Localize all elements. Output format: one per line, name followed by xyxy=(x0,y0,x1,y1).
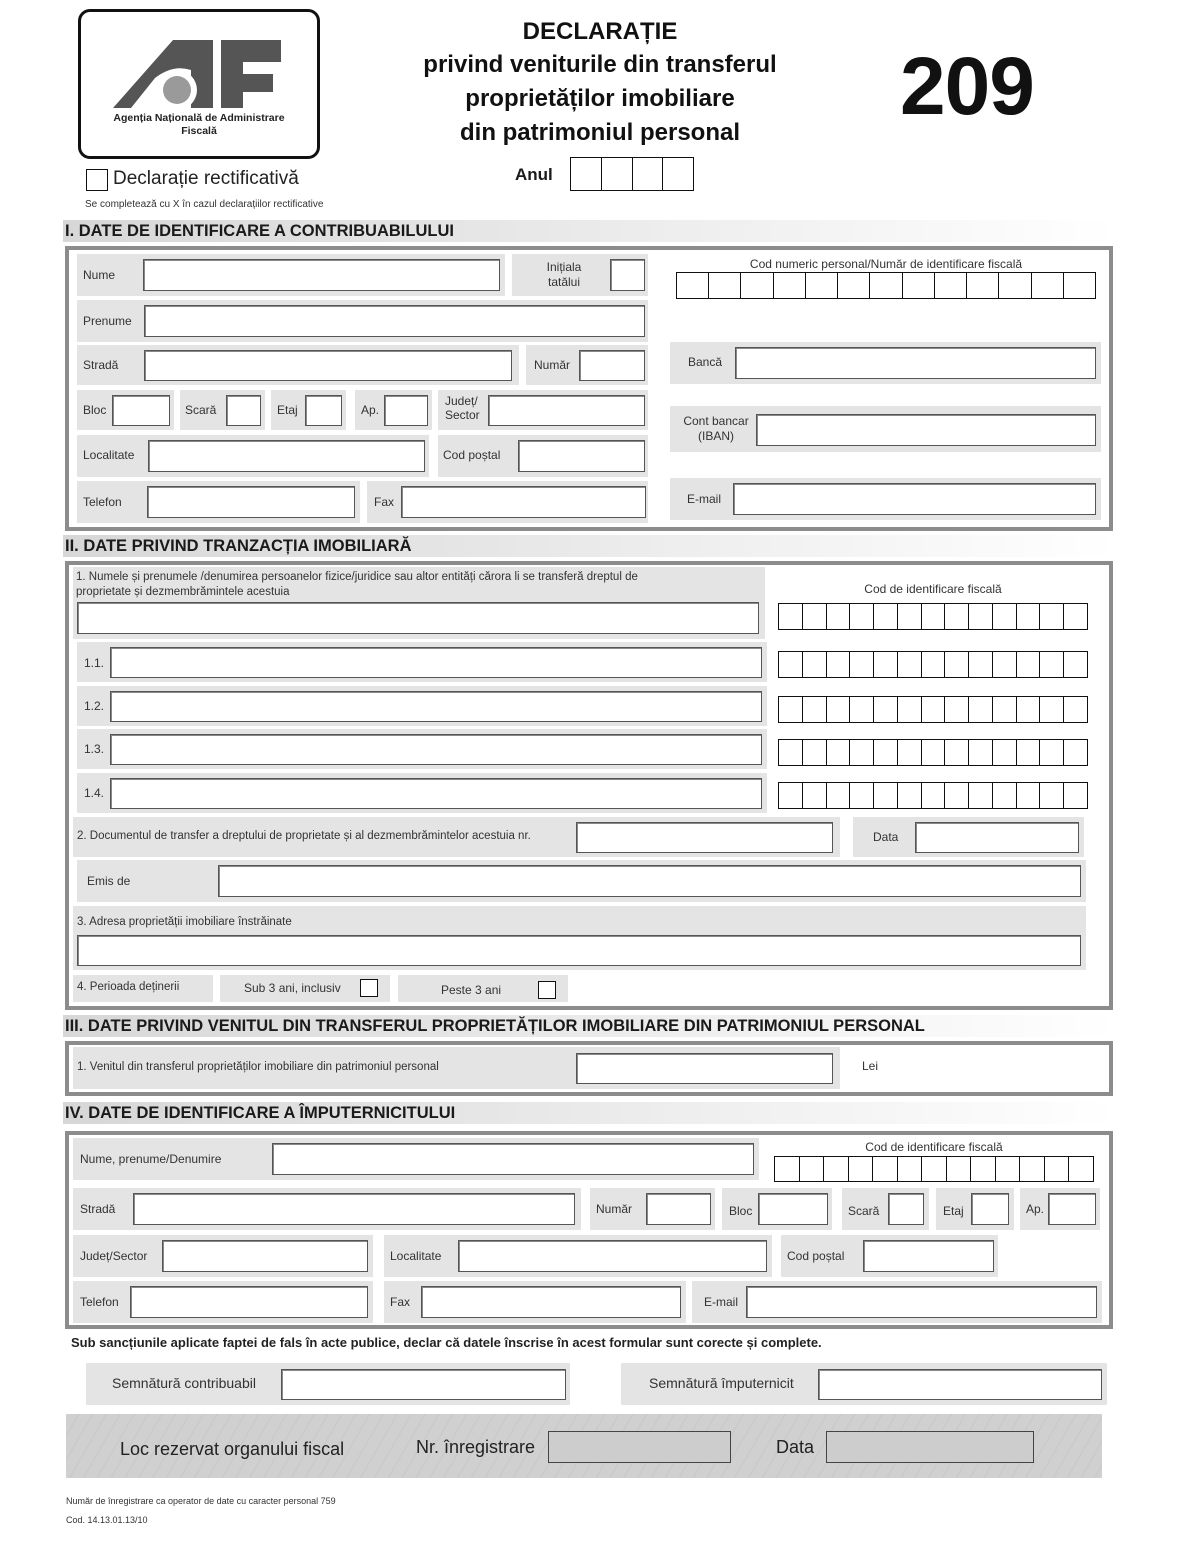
section2-heading: II. DATE PRIVIND TRANZACȚIA IMOBILIARĂ xyxy=(63,535,1115,557)
sign-imput-input[interactable] xyxy=(818,1369,1102,1400)
section4-heading: IV. DATE DE IDENTIFICARE A ÎMPUTERNICITULUI xyxy=(63,1102,1115,1124)
item1-2-label: 1.2. xyxy=(84,699,105,713)
imp-cod-postal-label: Cod poștal xyxy=(787,1249,845,1263)
initiala-input[interactable] xyxy=(610,259,645,291)
sign-contrib-input[interactable] xyxy=(281,1369,566,1400)
item2-input[interactable] xyxy=(576,822,833,853)
nume-input[interactable] xyxy=(143,259,500,291)
imp-fax-label: Fax xyxy=(390,1295,411,1309)
emis-de-label: Emis de xyxy=(87,874,131,888)
logo-caption: Agenția Națională de Administrare Fiscală xyxy=(113,112,285,137)
imp-cif-label: Cod de identificare fiscală xyxy=(865,1140,1003,1154)
item3-label: 3. Adresa proprietății imobiliare înstrăinate xyxy=(77,916,292,928)
imp-scara-input[interactable] xyxy=(888,1193,924,1225)
cod-postal-input[interactable] xyxy=(518,440,645,472)
item1-3-label: 1.3. xyxy=(84,742,105,756)
item4-label: 4. Perioada deținerii xyxy=(77,981,180,993)
cnp-input[interactable] xyxy=(676,272,1096,299)
strada-input[interactable] xyxy=(144,350,512,381)
imp-etaj-input[interactable] xyxy=(971,1193,1009,1225)
form-code: Cod. 14.13.01.13/10 xyxy=(66,1515,148,1525)
numar-input[interactable] xyxy=(579,350,645,381)
item1-1-input[interactable] xyxy=(110,647,762,678)
rectificativa-label: Declarație rectificativă xyxy=(113,168,299,189)
cod-postal-label: Cod poștal xyxy=(443,448,501,462)
venit-input[interactable] xyxy=(576,1053,833,1084)
item3-input[interactable] xyxy=(77,935,1081,966)
peste3-label: Peste 3 ani xyxy=(441,983,502,997)
item1-4-cif-input[interactable] xyxy=(778,782,1088,809)
imp-judet-label: Județ/Sector xyxy=(80,1249,148,1263)
data-reserved-input[interactable] xyxy=(826,1431,1034,1463)
fax-input[interactable] xyxy=(401,486,646,518)
imp-ap-input[interactable] xyxy=(1048,1193,1096,1225)
nr-inregistrare-label: Nr. înregistrare xyxy=(416,1437,536,1457)
initiala-label: Inițiala tatălui xyxy=(546,260,582,289)
item1-1-label: 1.1. xyxy=(84,656,105,670)
item2-label: 2. Documentul de transfer a dreptului de proprietate și al dezmembrămintelor acestuia nr. xyxy=(77,830,531,842)
telefon-input[interactable] xyxy=(147,486,355,518)
email-label: E-mail xyxy=(687,492,722,506)
lei-label: Lei xyxy=(862,1059,879,1073)
bloc-label: Bloc xyxy=(83,403,107,417)
prenume-input[interactable] xyxy=(144,305,645,337)
imp-nume-label: Nume, prenume/Denumire xyxy=(80,1152,222,1166)
prenume-label: Prenume xyxy=(83,314,132,328)
imp-scara-label: Scară xyxy=(848,1204,880,1218)
imp-bloc-label: Bloc xyxy=(729,1204,753,1218)
sign-imput-label: Semnătură împuternicit xyxy=(649,1375,794,1391)
rectificativa-note: Se completează cu X în cazul declarațiilor rectificative xyxy=(85,199,324,210)
localitate-input[interactable] xyxy=(148,440,425,472)
item1-2-input[interactable] xyxy=(110,691,762,722)
cnp-label: Cod numeric personal/Număr de identificare fiscală xyxy=(749,257,1023,271)
item1-4-input[interactable] xyxy=(110,778,762,809)
loc-rezervat-label: Loc rezervat organului fiscal xyxy=(120,1439,345,1459)
item1-label: 1. Numele și prenumele /denumirea persoanelor fizice/juridice sau altor entități cărora li se transferă dreptul de proprietate și dezmembrămintele acestuia xyxy=(76,571,638,598)
item1-3-input[interactable] xyxy=(110,734,762,765)
anul-input[interactable] xyxy=(570,157,694,191)
imp-email-label: E-mail xyxy=(704,1295,739,1309)
item1-input[interactable] xyxy=(77,602,759,634)
nr-inregistrare-input[interactable] xyxy=(548,1431,731,1463)
imp-numar-input[interactable] xyxy=(646,1193,711,1225)
item1-cif-input[interactable] xyxy=(778,603,1088,630)
imp-strada-label: Stradă xyxy=(80,1202,116,1216)
imp-bloc-input[interactable] xyxy=(758,1193,828,1225)
banca-label: Bancă xyxy=(688,355,723,369)
imp-localitate-input[interactable] xyxy=(458,1240,767,1272)
section3-heading: III. DATE PRIVIND VENITUL DIN TRANSFERUL PROPRIETĂȚILOR IMOBILIARE DIN PATRIMONIUL PERSONAL xyxy=(63,1015,1115,1037)
localitate-label: Localitate xyxy=(83,448,135,462)
emis-de-input[interactable] xyxy=(218,865,1081,897)
declaration-text: Sub sancțiunile aplicate faptei de fals în acte publice, declar că datele înscrise în acest formular sunt corecte și complete. xyxy=(71,1335,822,1350)
peste3-checkbox[interactable] xyxy=(538,981,556,999)
ap-label: Ap. xyxy=(361,403,380,417)
numar-label: Număr xyxy=(534,358,571,372)
data-label: Data xyxy=(873,830,899,844)
imp-telefon-label: Telefon xyxy=(80,1295,119,1309)
data-input[interactable] xyxy=(915,822,1079,853)
item1-1-cif-input[interactable] xyxy=(778,651,1088,678)
nume-label: Nume xyxy=(83,268,116,282)
imp-telefon-input[interactable] xyxy=(130,1286,368,1318)
form-title-line2: privind veniturile din transferul xyxy=(423,51,777,78)
imp-email-input[interactable] xyxy=(746,1286,1097,1318)
judet-input[interactable] xyxy=(488,395,645,426)
imp-ap-label: Ap. xyxy=(1026,1202,1045,1216)
banca-input[interactable] xyxy=(735,347,1096,379)
imp-etaj-label: Etaj xyxy=(943,1204,964,1218)
section1-heading: I. DATE DE IDENTIFICARE A CONTRIBUABILULUI xyxy=(63,220,1115,242)
bloc-input[interactable] xyxy=(112,395,170,426)
section2-cif-label: Cod de identificare fiscală xyxy=(864,582,1002,596)
telefon-label: Telefon xyxy=(83,495,122,509)
ap-input[interactable] xyxy=(384,395,428,426)
anul-label: Anul xyxy=(515,165,553,184)
cont-label: Cont bancar (IBAN) xyxy=(683,414,749,443)
imp-fax-input[interactable] xyxy=(421,1286,681,1318)
strada-label: Stradă xyxy=(83,358,119,372)
sub3-checkbox[interactable] xyxy=(360,979,378,997)
item1-4-label: 1.4. xyxy=(84,786,105,800)
form-title-line4: din patrimoniul personal xyxy=(459,119,741,146)
etaj-label: Etaj xyxy=(277,403,298,417)
sign-contrib-label: Semnătură contribuabil xyxy=(112,1375,256,1391)
imp-nume-input[interactable] xyxy=(272,1143,754,1175)
etaj-input[interactable] xyxy=(305,395,342,426)
scara-label: Scară xyxy=(185,403,217,417)
anaf-logo-icon xyxy=(103,30,303,110)
cont-input[interactable] xyxy=(756,414,1096,446)
imp-numar-label: Număr xyxy=(596,1202,633,1216)
email-input[interactable] xyxy=(733,483,1096,515)
item1-3-cif-input[interactable] xyxy=(778,739,1088,766)
sub3-label: Sub 3 ani, inclusiv xyxy=(244,981,341,995)
imp-cod-postal-input[interactable] xyxy=(863,1240,994,1272)
anaf-logo xyxy=(78,9,320,159)
form-title-line3: proprietăților imobiliare xyxy=(465,85,735,112)
judet-label: Județ/ Sector xyxy=(445,394,480,422)
imp-strada-input[interactable] xyxy=(133,1193,575,1225)
fax-label: Fax xyxy=(374,495,395,509)
scara-input[interactable] xyxy=(226,395,261,426)
venit-label: 1. Venitul din transferul proprietăților imobiliare din patrimoniul personal xyxy=(77,1061,439,1073)
rectificativa-checkbox[interactable] xyxy=(86,169,108,191)
data-reserved-label: Data xyxy=(776,1437,815,1457)
imp-judet-input[interactable] xyxy=(162,1240,368,1272)
form-number: 209 xyxy=(900,41,1034,132)
imp-localitate-label: Localitate xyxy=(390,1249,442,1263)
operator-note: Număr de înregistrare ca operator de date cu caracter personal 759 xyxy=(66,1496,336,1506)
imp-cif-input[interactable] xyxy=(774,1156,1094,1182)
form-title-line1: DECLARAȚIE xyxy=(522,18,678,45)
item1-2-cif-input[interactable] xyxy=(778,696,1088,723)
